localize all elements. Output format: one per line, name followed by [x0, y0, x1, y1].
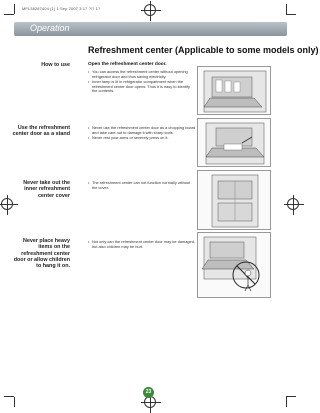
bullet-list	[88, 126, 196, 141]
list-item: • Not only can the refreshment center door may be damaged, but also children may be hurt.	[88, 240, 196, 249]
registration-mark	[144, 4, 156, 16]
crop-mark	[286, 396, 296, 397]
list-item: • Never use the refreshment center door as a chopping board and take care not to damage it with sharp tools.	[88, 126, 196, 135]
page-number-badge: 23	[143, 387, 154, 398]
crop-mark	[4, 14, 14, 15]
block-label-inner-cover: Never take out the inner refreshment center cover	[23, 180, 70, 199]
block-label-how-to-use: How to use	[41, 62, 70, 68]
child-hanging-prohibited-icon	[197, 232, 271, 298]
print-header: MFL38287404 (1) 1 Sep 2007 3:17 ?!? 1?	[22, 6, 101, 11]
registration-mark	[287, 198, 299, 210]
list-item: • You can access the refreshment center without opening refrigerator door and thus saving electricity.	[88, 70, 196, 79]
registration-mark	[1, 198, 13, 210]
section-banner	[14, 22, 287, 36]
list-item: • Inner lamp is lit in refrigerator compartment when the refreshment center door opens. Thus it is easy to identify the contents.	[88, 80, 196, 94]
banner-title: Operation	[30, 23, 70, 33]
page-title: Refreshment center (Applicable to some models only)	[88, 45, 319, 55]
list-item: • The refreshment center can not function normally without the cover.	[88, 181, 196, 190]
block-label-use-as-stand: Use the refreshment center door as a stand	[12, 125, 70, 138]
crop-mark	[286, 397, 287, 407]
registration-mark	[144, 396, 156, 408]
refreshment-door-stand-icon	[197, 118, 271, 167]
crop-mark	[286, 14, 296, 15]
block-label-heavy-items: Never place heavy items on the refreshment center door or allow children to hang it on.	[13, 238, 70, 270]
crop-mark	[14, 4, 15, 14]
bullet-list	[88, 240, 196, 250]
inner-cover-icon	[197, 170, 271, 230]
crop-mark	[286, 4, 287, 14]
bullet-list	[88, 70, 196, 94]
crop-mark	[4, 396, 14, 397]
block-sub-heading: Open the refreshment center door.	[88, 62, 167, 67]
bullet-list	[88, 181, 196, 191]
crop-mark	[14, 397, 15, 407]
list-item: • Never rest your arms or severely press on it.	[88, 136, 196, 141]
refreshment-door-open-icon	[197, 66, 271, 115]
